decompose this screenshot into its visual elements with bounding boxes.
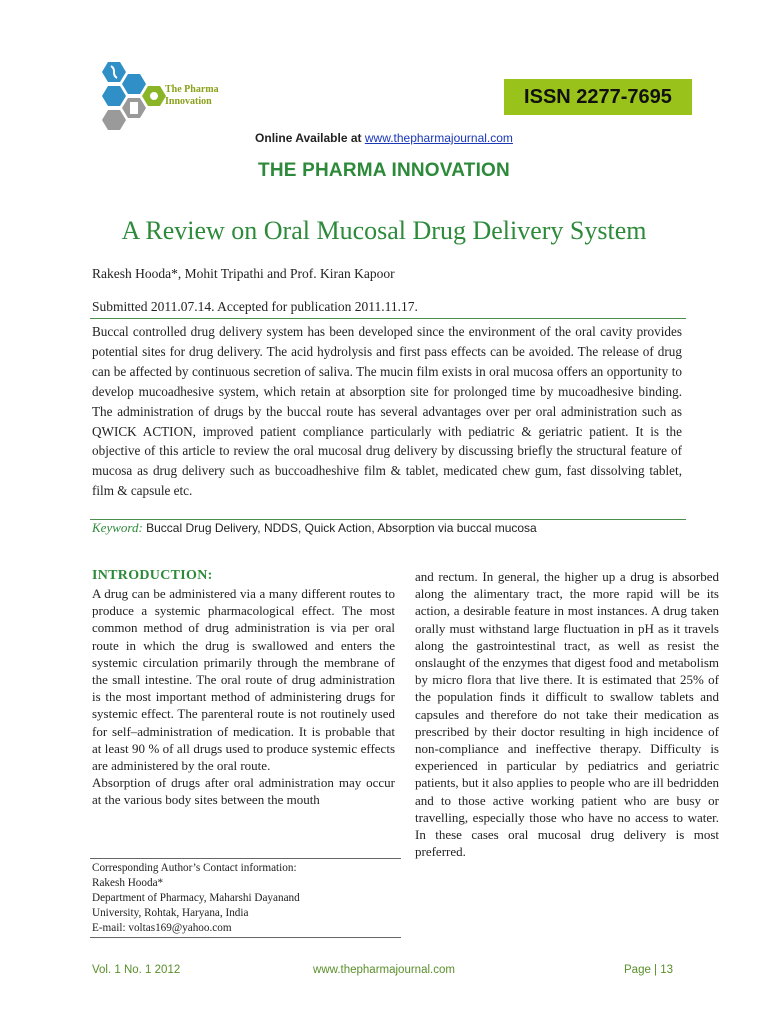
correspondence-email: E-mail: voltas169@yahoo.com bbox=[92, 922, 232, 934]
correspondence-university: University, Rohtak, Haryana, India bbox=[92, 907, 249, 919]
correspondence-bottom-rule bbox=[90, 937, 401, 938]
footer-volume: Vol. 1 No. 1 2012 bbox=[92, 964, 181, 976]
journal-website-link[interactable]: www.thepharmajournal.com bbox=[364, 131, 513, 145]
abstract-top-rule bbox=[90, 318, 686, 319]
body-column-left bbox=[92, 585, 395, 809]
logo-wordmark bbox=[165, 84, 219, 108]
footer-website: www.thepharmajournal.com bbox=[313, 964, 455, 976]
keywords-line bbox=[92, 520, 537, 536]
issn-badge: ISSN 2277-7695 bbox=[504, 79, 692, 115]
logo-line-2: Innovation bbox=[165, 96, 212, 107]
paragraph: Absorption of drugs after oral administration may occur at the various body sites between the mouth bbox=[92, 775, 395, 808]
correspondence-block bbox=[92, 861, 300, 936]
submission-dates: Submitted 2011.07.14. Accepted for publication 2011.11.17. bbox=[92, 299, 418, 314]
keyword-label: Keyword: bbox=[92, 520, 143, 535]
logo-line-1: The Pharma bbox=[165, 84, 219, 95]
journal-name: THE PHARMA INNOVATION bbox=[258, 160, 510, 181]
correspondence-department: Department of Pharmacy, Maharshi Dayanand bbox=[92, 892, 300, 904]
footer-page-number: Page | 13 bbox=[624, 964, 674, 976]
keyword-list: Buccal Drug Delivery, NDDS, Quick Action, Absorption via buccal mucosa bbox=[142, 521, 537, 535]
online-availability bbox=[0, 131, 768, 145]
correspondence-divider bbox=[90, 858, 401, 859]
paragraph: A drug can be administered via a many different routes to produce a systemic pharmacological effect. The most common method of drug administration is via per oral route in which the drug is swallowed and enters the systemic circulation primarily through the membrane of the small intestine. The oral route of drug administration is the most important method of administering drugs for systemic effect. The parenteral route is not routinely used for self–administration of medication. It is probable that at least 90 % of all drugs used to produce systemic effects are administered by the oral route. bbox=[92, 586, 395, 774]
introduction-heading: INTRODUCTION: bbox=[92, 568, 213, 583]
correspondence-author: Rakesh Hooda* bbox=[92, 877, 164, 889]
body-column-right bbox=[415, 568, 719, 860]
paragraph: and rectum. In general, the higher up a drug is absorbed along the alimentary tract, the more rapid will be its action, a desirable feature in most instances. A drug taken orally must withstand large fluctuation in pH as it travels along the gastrointestinal tract, as well as resist the onslaught of the enzymes that digest food and metabolism by micro flora that live there. It is estimated that 25% of the population finds it difficult to swallow tablets and capsules and therefore do not take their medication as prescribed by their doctor resulting in high incidence of non-compliance and ineffective therapy. Difficulty is experienced in particular by pediatrics and geriatric patients, but it also applies to people who are ill bedridden and to those active working patient who are busy or travelling, especially those who have no access to water. In these cases oral mucosal drug delivery is most preferred. bbox=[415, 569, 719, 860]
abstract-text: Buccal controlled drug delivery system has been developed since the environment of the oral cavity provides potential sites for drug delivery. The acid hydrolysis and first pass effects can be avoided. The release of drug can be affected by continuous secretion of saliva. The mucin film exists in oral mucosa offers an opportunity to develop mucoadhesive system, which retain at absorption site for prolonged time by mucoadhesive binding. The administration of drugs by the buccal route has several advantages over per oral administration such as QWICK ACTION, improved patient compliance particularly with pediatric & geriatric patient. It is the objective of this article to review the oral mucosal drug delivery by discussing briefly the structural feature of mucosa as drug delivery such as buccoadheshive film & tablet, medicated chew gum, fast dissolving tablet, film & capsule etc. bbox=[92, 324, 682, 499]
article-authors: Rakesh Hooda*, Mohit Tripathi and Prof. Kiran Kapoor bbox=[92, 266, 395, 281]
online-prefix: Online Available at bbox=[255, 131, 365, 145]
correspondence-heading: Corresponding Author’s Contact information: bbox=[92, 862, 297, 874]
article-title: A Review on Oral Mucosal Drug Delivery System bbox=[121, 216, 647, 245]
